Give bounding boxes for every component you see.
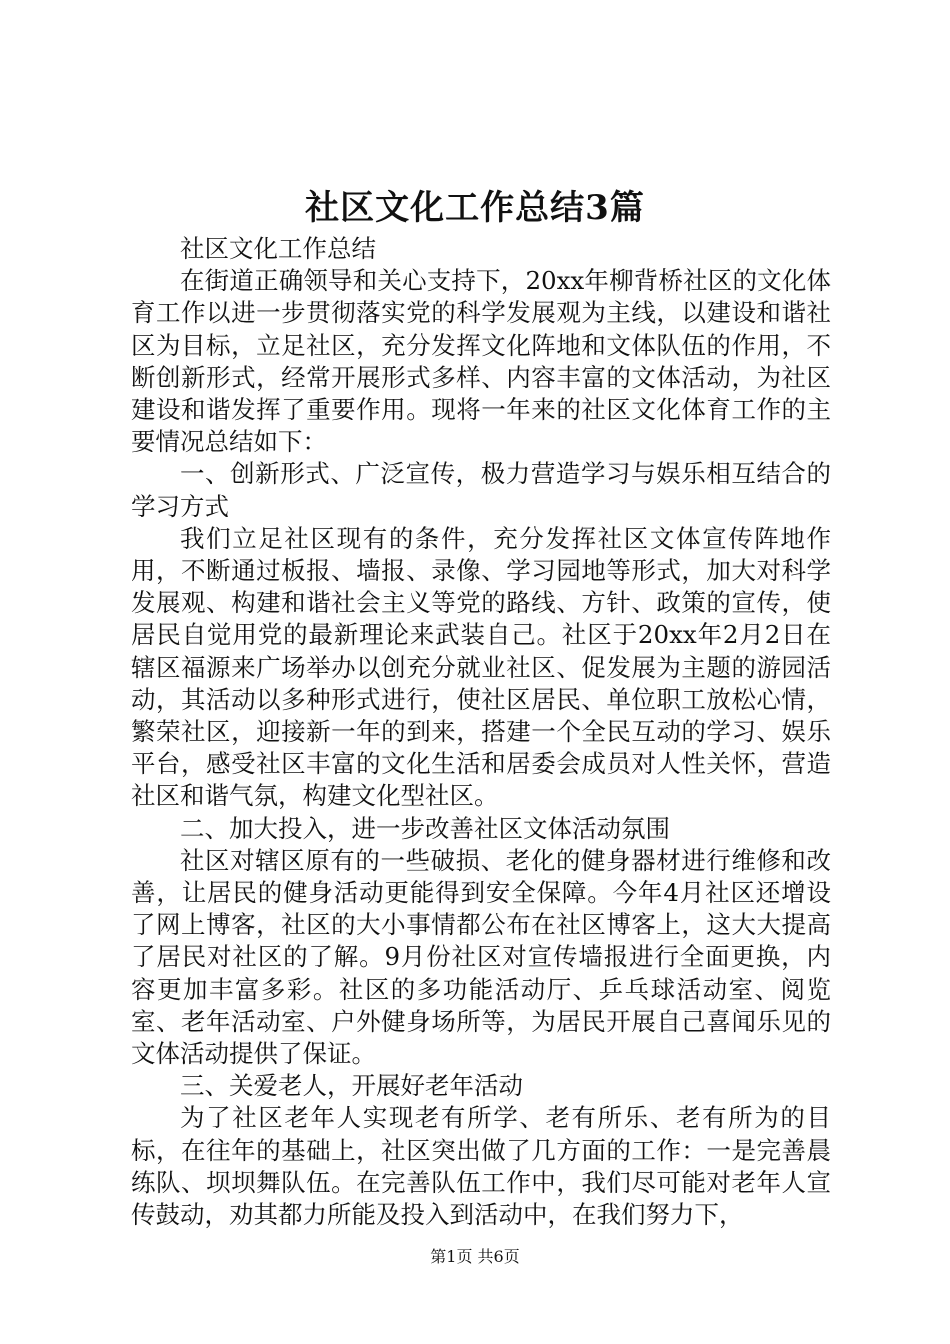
document-title: 社区文化工作总结3篇	[305, 188, 645, 228]
section-heading-3: 三、关爱老人，开展好老年活动	[180, 1071, 523, 1101]
section-heading-1: 一、创新形式、广泛宣传，极力营造学习与娱乐相互结合的学习方式	[131, 459, 831, 521]
page-footer: 第1页 共6页	[430, 1247, 520, 1266]
subtitle-paragraph: 社区文化工作总结	[180, 234, 376, 263]
section-paragraph-2: 社区对辖区原有的一些破损、老化的健身器材进行维修和改善，让居民的健身活动更能得到安全保障。今年4月社区还增设了网上博客，社区的大小事情都公布在社区博客上，这大大提高了居民对社区的了解。9月份社区对宣传墙报进行全面更换，内容更加丰富多彩。社区的多功能活动厅、乒乓球活动室、阅览室、老年活动室、户外健身场所等，为居民开展自己喜闻乐见的文体活动提供了保证。	[131, 845, 831, 1069]
document-body	[131, 233, 831, 1231]
section-heading-2: 二、加大投入，进一步改善社区文体活动氛围	[180, 813, 670, 843]
section-paragraph-3: 为了社区老年人实现老有所学、老有所乐、老有所为的目标，在往年的基础上，社区突出做了几方面的工作：一是完善晨练队、坝坝舞队伍。在完善队伍工作中，我们尽可能对老年人宣传鼓动，劝其都力所能及投入到活动中，在我们努力下，	[131, 1103, 831, 1230]
intro-paragraph: 在街道正确领导和关心支持下，20xx年柳背桥社区的文化体育工作以进一步贯彻落实党的科学发展观为主线，以建设和谐社区为目标，立足社区，充分发挥文化阵地和文体队伍的作用，不断创新形式，经常开展形式多样、内容丰富的文体活动，为社区建设和谐发挥了重要作用。现将一年来的社区文化体育工作的主要情况总结如下：	[131, 266, 831, 457]
section-paragraph-1: 我们立足社区现有的条件，充分发挥社区文体宣传阵地作用，不断通过板报、墙报、录像、学习园地等形式，加大对科学发展观、构建和谐社会主义等党的路线、方针、政策的宣传，使居民自觉用党的最新理论来武装自己。社区于20xx年2月2日在辖区福源来广场举办以创充分就业社区、促发展为主题的游园活动，其活动以多种形式进行，使社区居民、单位职工放松心情，繁荣社区，迎接新一年的到来，搭建一个全民互动的学习、娱乐平台，感受社区丰富的文化生活和居委会成员对人性关怀，营造社区和谐气氛，构建文化型社区。	[131, 523, 831, 811]
